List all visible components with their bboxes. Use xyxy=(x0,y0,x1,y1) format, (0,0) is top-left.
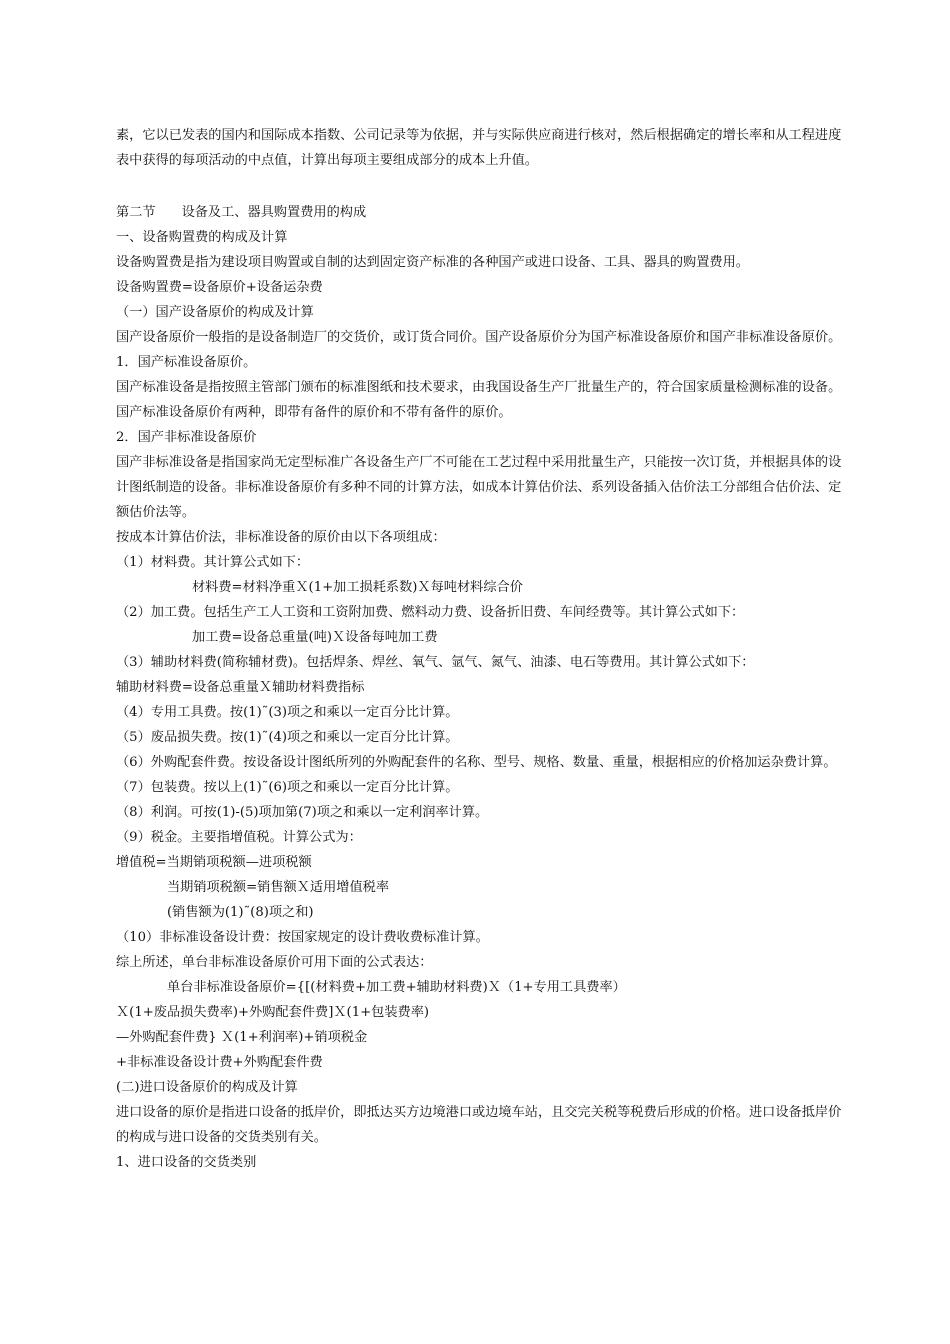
list-item-material-cost: （1）材料费。其计算公式如下： xyxy=(116,555,310,570)
formula-output-tax: 当期销项税额=销售额Ｘ适用增值税率 xyxy=(167,880,390,895)
list-item-purchased-parts: （6）外购配套件费。按设备设计图纸所列的外购配套件的名称、型号、规格、数量、重量，根据相应的价格加运杂费计算。 xyxy=(116,755,837,770)
section-title: 设备及工、器具购置费用的构成 xyxy=(181,205,367,220)
heading-nonstandard-equipment: 2．国产非标准设备原价 xyxy=(116,430,257,445)
list-item-packaging: （7）包装费。按以上(1)˜(6)项之和乘以一定百分比计算。 xyxy=(116,780,459,795)
heading-domestic-price: （一）国产设备原价的构成及计算 xyxy=(116,305,314,320)
formula-nonstandard-price-cont-2: —外购配套件费} Ｘ(1+利润率)+销项税金 xyxy=(116,1030,368,1045)
document-body xyxy=(116,123,852,1175)
formula-nonstandard-price-cont-3: +非标准设备设计费+外购配套件费 xyxy=(116,1055,323,1070)
list-item-design-fee: （10）非标准设备设计费：按国家规定的设计费收费标准计算。 xyxy=(116,930,489,945)
heading-standard-equipment: 1．国产标准设备原价。 xyxy=(116,355,257,370)
formula-sales-note: (销售额为(1)˜(8)项之和) xyxy=(167,905,314,920)
paragraph-cost-method: 按成本计算估价法，非标准设备的原价由以下各项组成： xyxy=(116,530,446,545)
paragraph-equipment-definition: 设备购置费是指为建设项目购置或自制的达到固定资产标准的各种国产或进口设备、工具、器具的购置费用。 xyxy=(116,255,749,270)
heading-delivery-category: 1、进口设备的交货类别 xyxy=(116,1155,257,1170)
heading-imported-price: (二)进口设备原价的构成及计算 xyxy=(116,1080,298,1095)
list-item-waste-loss: （5）废品损失费。按(1)˜(4)项之和乘以一定百分比计算。 xyxy=(116,730,459,745)
heading-equipment-purchase: 一、设备购置费的构成及计算 xyxy=(116,230,288,245)
formula-nonstandard-price: 单台非标准设备原价={[(材料费+加工费+辅助材料费)Ｘ（1+专用工具费率） xyxy=(167,980,626,995)
formula-equipment-purchase: 设备购置费=设备原价+设备运杂费 xyxy=(116,280,323,295)
list-item-auxiliary-material: （3）辅助材料费(简称辅材费)。包括焊条、焊丝、氧气、氩气、氮气、油漆、电石等费用。其计算公式如下： xyxy=(116,655,755,670)
section-heading xyxy=(116,200,852,225)
formula-nonstandard-price-cont-1: Ｘ(1+废品损失费率)+外购配套件费]Ｘ(1+包装费率) xyxy=(116,1005,430,1020)
formula-auxiliary-material: 辅助材料费=设备总重量Ｘ辅助材料费指标 xyxy=(116,680,365,695)
section-number: 第二节 xyxy=(116,205,156,220)
paragraph-nonstandard-equipment: 国产非标准设备是指国家尚无定型标准广各设备生产厂不可能在工艺过程中采用批量生产，只能按一次订货，并根据具体的设计图纸制造的设备。非标准设备原价有多种不同的计算方法，如成本计算估价法、系列设备插入估价法工分部组合估价法、定额估价法等。 xyxy=(116,455,842,520)
list-item-processing-cost: （2）加工费。包括生产工人工资和工资附加费、燃料动力费、设备折旧费、车间经费等。其计算公式如下： xyxy=(116,605,745,620)
formula-vat: 增值税=当期销项税额—进项税额 xyxy=(116,855,312,870)
list-item-special-tools: （4）专用工具费。按(1)˜(3)项之和乘以一定百分比计算。 xyxy=(116,705,459,720)
paragraph-domestic-price: 国产设备原价一般指的是设备制造厂的交货价，或订货合同价。国产设备原价分为国产标准设备原价和国产非标准设备原价。 xyxy=(116,330,842,345)
formula-material-cost: 材料费=材料净重Ｘ(1+加工损耗系数)Ｘ每吨材料综合价 xyxy=(192,580,523,595)
list-item-profit: （8）利润。可按(1)-(5)项加第(7)项之和乘以一定利润率计算。 xyxy=(116,805,489,820)
paragraph-standard-equipment: 国产标准设备是指按照主管部门颁布的标准图纸和技术要求，由我国设备生产厂批量生产的，符合国家质量检测标准的设备。国产标准设备原价有两种，即带有备件的原价和不带有备件的原价。 xyxy=(116,380,842,420)
list-item-tax: （9）税金。主要指增值税。计算公式为： xyxy=(116,830,362,845)
formula-processing-cost: 加工费=设备总重量(吨)Ｘ设备每吨加工费 xyxy=(192,630,438,645)
paragraph-summary: 综上所述，单台非标准设备原价可用下面的公式表达： xyxy=(116,955,433,970)
intro-paragraph: 素，它以已发表的国内和国际成本指数、公司记录等为依据，并与实际供应商进行核对，然后根据确定的增长率和从工程进度表中获得的每项活动的中点值，计算出每项主要组成部分的成本上升值。 xyxy=(116,128,842,168)
paragraph-gap xyxy=(116,173,852,200)
paragraph-imported-price: 进口设备的原价是指进口设备的抵岸价，即抵达买方边境港口或边境车站，且交完关税等税费后形成的价格。进口设备抵岸价的构成与进口设备的交货类别有关。 xyxy=(116,1105,842,1145)
